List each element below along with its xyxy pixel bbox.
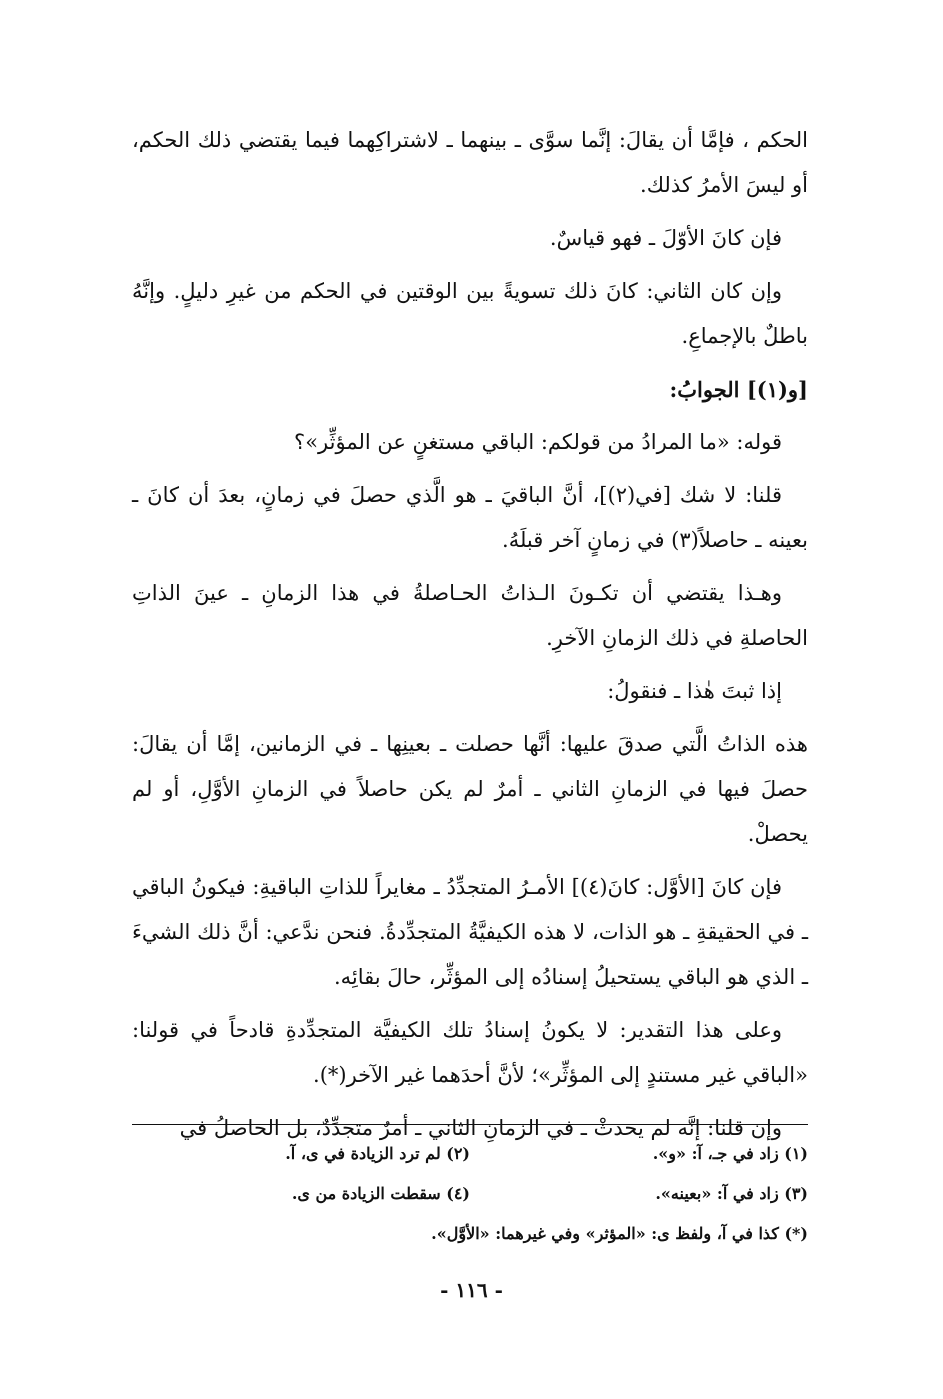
paragraph: فإن كانَ [الأوَّل: كانَ(٤)] الأمـرُ المتجدِّدُ ـ مغايراً للذاتِ الباقيةِ: فيكونُ الباقي ـ في الحقيقةِ ـ هو الذات، لا هذه الكيفيَّةُ المتجدِّدةُ. فنحن ندَّعي: أنَّ ذلك الشيءَ ـ الذي هو الباقي يستحيلُ إسنادُه إلى المؤثِّر، حالَ بقائِه. bbox=[132, 875, 808, 989]
footnote-row bbox=[132, 1214, 808, 1254]
footnote-row bbox=[132, 1174, 808, 1214]
paragraph: وهـذا يقتضي أن تكـونَ الـذاتُ الحـاصلةُ في هذا الزمانِ ـ عينَ الذاتِ الحاصلةِ في ذلك الزمانِ الآخرِ. bbox=[132, 581, 808, 650]
footnote-star: (*) كذا في آ، ولفظ ى: «المؤثر» وفي غيرهما: «الأوَّل». bbox=[431, 1224, 808, 1243]
footnote-4: (٤) سقطت الزيادة من ى. bbox=[291, 1184, 470, 1203]
page-number: - ١١٦ - bbox=[440, 1278, 503, 1302]
main-text bbox=[132, 118, 808, 1159]
paragraph: إذا ثبتَ هٰذا ـ فنقولُ: bbox=[607, 679, 782, 703]
footnote-2: (٢) لم ترد الزيادة في ى، آ. bbox=[285, 1144, 470, 1163]
footnote-3: (٣) زاد في آ: «بعينه». bbox=[655, 1184, 808, 1203]
paragraph: هذه الذاتُ الَّتي صدقَ عليها: أنَّها حصلت ـ بعينِها ـ في الزمانين، إمَّا أن يقالَ: حصلَ فيها في الزمانِ الثاني ـ أمرٌ لم يكن حاصلاً في الزمانِ الأوَّلِ، أو لم يحصلْ. bbox=[132, 732, 808, 846]
paragraph: فإن كانَ الأوّلَ ـ فهو قياسٌ. bbox=[549, 226, 782, 250]
paragraph: وعلى هذا التقدير: لا يكونُ إسنادُ تلك الكيفيَّة المتجدِّدةِ قادحاً في قولنا: «الباقي غير مستندٍ إلى المؤثِّر»؛ لأنَّ أحدَهما غير الآخر(*). bbox=[132, 1018, 808, 1087]
paragraph: قلنا: لا شك [في(٢)]، أنَّ الباقيَ ـ هو الَّذي حصلَ في زمانٍ، بعدَ أن كانَ ـ بعينه ـ حاصلاً(٣) في زمانٍ آخر قبلَهُ. bbox=[132, 483, 808, 552]
paragraph: وإن كان الثاني: كانَ ذلك تسويةً بين الوقتين في الحكم من غيرِ دليلٍ. وإنَّهُ باطلٌ بالإجماعِ. bbox=[132, 279, 808, 348]
paragraph: قوله: «ما المرادُ من قولكم: الباقي مستغنٍ عن المؤثِّر»؟ bbox=[294, 430, 782, 454]
paragraph: وإن قلنا: إنَّه لم يحدثْ ـ في الزمانِ الثاني ـ أمرٌ متجدِّدٌ، بل الحاصلُ في bbox=[179, 1116, 782, 1140]
section-heading: [و(١)] الجوابُ: bbox=[669, 377, 808, 402]
paragraph: الحكم ، فإمَّا أن يقالَ: إنَّما سوَّى ـ بينهما ـ لاشتراكِهما فيما يقتضي ذلك الحكم، أو ليسَ الأمرُ كذلك. bbox=[132, 128, 808, 197]
footnote-row bbox=[132, 1134, 808, 1174]
footnote-1: (١) زاد في جـ، آ: «و». bbox=[652, 1144, 808, 1163]
footnote-divider bbox=[132, 1124, 808, 1125]
footnotes bbox=[132, 1134, 808, 1254]
